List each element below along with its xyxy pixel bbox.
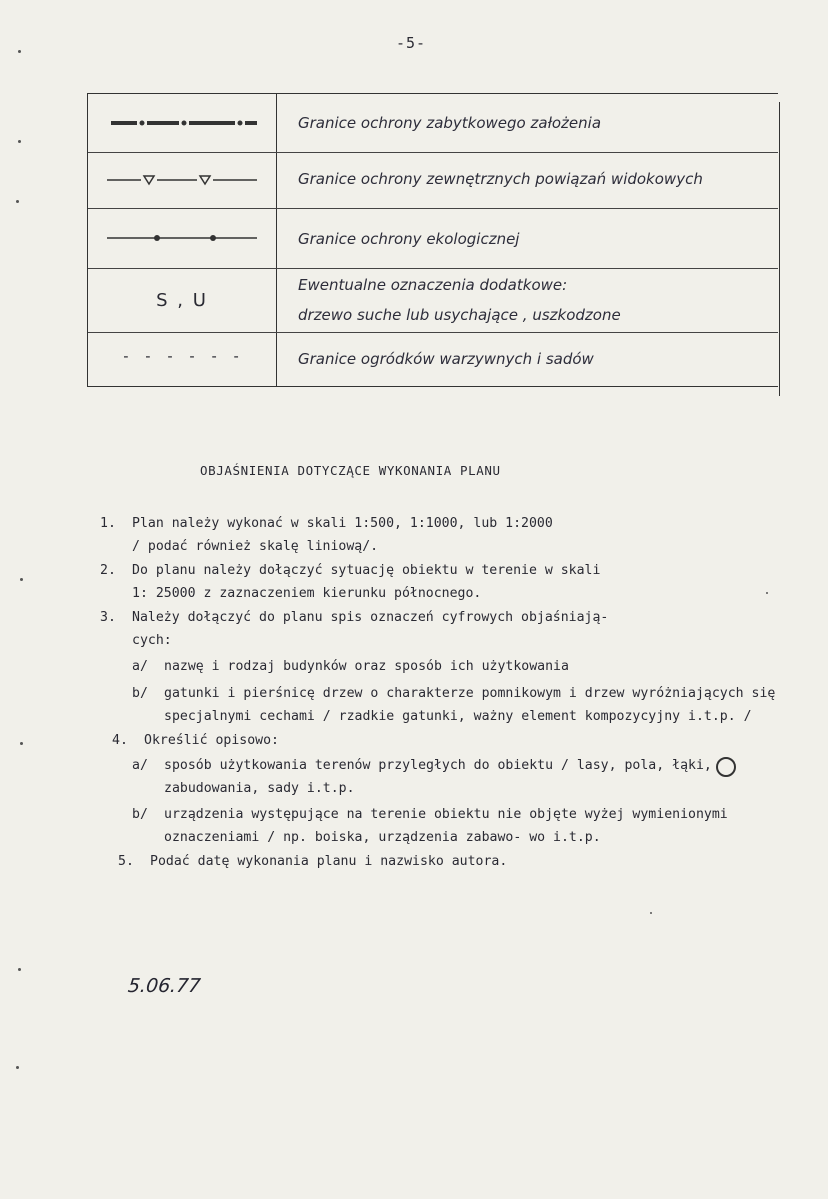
item-text: Plan należy wykonać w skali 1:500, 1:1000, lub 1:2000 / podać również skalę liniową/. (132, 516, 553, 555)
list-item (118, 850, 780, 873)
item-text: sposób użytkowania terenów przyległych do obiektu / lasy, pola, łąki, zabudowania, sady i.t.p. (164, 758, 712, 797)
instructions-list (100, 512, 780, 873)
legend-symbol-dot (88, 208, 276, 268)
list-item (112, 729, 780, 752)
legend-symbol-label: S , U (156, 289, 208, 311)
speck (20, 578, 23, 581)
legend-right-border (779, 102, 780, 396)
legend-description: Granice ochrony ekologicznej (298, 230, 520, 248)
speck (16, 1066, 19, 1069)
legend-symbol-triangle (88, 152, 276, 208)
speck (766, 592, 768, 594)
legend-description: Granice ogródków warzywnych i sadów (298, 350, 594, 368)
item-number: 2. (100, 562, 116, 578)
stamp-mark (716, 757, 736, 777)
item-text: Do planu należy dołączyć sytuację obiektu w terenie w skali 1: 25000 z zaznaczeniem kierunku północnego. (132, 562, 601, 602)
speck (650, 912, 652, 914)
item-text: Określić opisowo: (144, 732, 279, 748)
item-number: 3. (100, 609, 116, 625)
legend-row (88, 332, 778, 386)
legend-row (88, 268, 778, 333)
legend-table (87, 93, 778, 387)
item-number: 1. (100, 516, 116, 531)
speck (18, 140, 21, 143)
legend-description: Granice ochrony zabytkowego założenia (298, 114, 602, 132)
triangle-line-icon (107, 174, 257, 186)
list-subitem (100, 655, 780, 678)
speck (16, 200, 19, 203)
legend-description-line1: Ewentualne oznaczenia dodatkowe: (298, 276, 568, 294)
dot-line-icon (107, 233, 257, 243)
legend-row (88, 208, 778, 269)
page-number: -5- (396, 34, 427, 52)
list-item (100, 606, 780, 653)
legend-symbol-text (88, 268, 276, 332)
handwritten-date: 5.06.77 (126, 975, 202, 997)
item-number: a/ (132, 758, 148, 774)
list-subitem (100, 682, 780, 729)
list-item (100, 559, 780, 606)
legend-row (88, 152, 778, 209)
list-item (100, 512, 780, 559)
item-text: nazwę i rodzaj budynków oraz sposób ich użytkowania (164, 659, 569, 675)
speck (18, 968, 21, 971)
legend-symbol-label: - - - - - - (121, 347, 243, 365)
item-number: 4. (112, 732, 128, 748)
speck (20, 742, 23, 745)
item-number: a/ (132, 659, 148, 675)
legend-description: Granice ochrony zewnętrznych powiązań widokowych (298, 170, 703, 188)
item-text: gatunki i pierśnicę drzew o charakterze pomnikowym i drzew wyróżniających się specjalnymi cechami / rzadkie gatunki, ważny element kompozycyjny i.t.p. / (164, 685, 776, 725)
item-text: Należy dołączyć do planu spis oznaczeń cyfrowych objaśniają- cych: (132, 609, 609, 649)
list-subitem (100, 803, 780, 850)
item-text: Podać datę wykonania planu i nazwisko autora. (150, 853, 508, 869)
legend-row (88, 94, 778, 153)
item-number: 5. (118, 853, 134, 869)
item-number: b/ (132, 685, 148, 701)
item-number: b/ (132, 806, 148, 822)
speck (18, 50, 21, 53)
dash-dot-line-icon (107, 118, 257, 128)
item-text: urządzenia występujące na terenie obiektu nie objęte wyżej wymienionymi oznaczeniami / np. boiska, urządzenia zabawo- wo i.t.p. (164, 806, 728, 846)
section-heading: OBJAŚNIENIA DOTYCZĄCE WYKONANIA PLANU (200, 463, 501, 478)
legend-description-line2: drzewo suche lub usychające , uszkodzone (298, 306, 621, 324)
legend-symbol-dashes (88, 332, 276, 380)
list-subitem (100, 754, 780, 801)
legend-symbol-dash-dot (88, 94, 276, 152)
